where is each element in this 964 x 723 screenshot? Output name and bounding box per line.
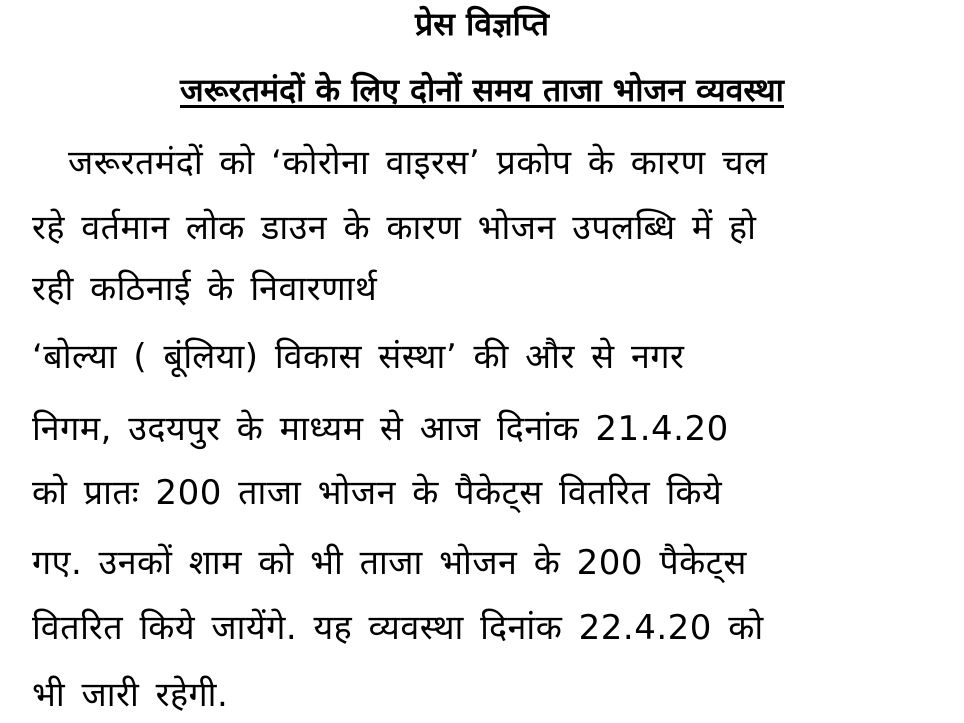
body-line: रहे वर्तमान लोक डाउन के कारण भोजन उपलब्धि में हो (32, 208, 757, 248)
body-line: वितरित किये जायेंगे. यह व्यवस्था दिनांक 22.4.20 को (32, 608, 764, 648)
body-line: रही कठिनाई के निवारणार्थ (32, 269, 378, 309)
body-line: निगम, उदयपुर के माध्यम से आज दिनांक 21.4.20 (32, 409, 729, 449)
document-title: प्रेस विज्ञप्ति (415, 5, 549, 43)
body-line: को प्रातः 200 ताजा भोजन के पैकेट्स वितरित किये (32, 473, 723, 513)
body-line: गए. उनकों शाम को भी ताजा भोजन के 200 पैकेट्स (32, 543, 747, 583)
body-line: जरूरतमंदों को ‘कोरोना वाइरस’ प्रकोप के कारण चल (68, 143, 768, 183)
body-line: ‘बोल्या ( बूंलिया) विकास संस्था’ की और से नगर (32, 337, 685, 377)
body-line: भी जारी रहेगी. (32, 675, 229, 715)
document-subtitle: जरूरतमंदों के लिए दोनों समय ताजा भोजन व्यवस्था (180, 71, 784, 109)
